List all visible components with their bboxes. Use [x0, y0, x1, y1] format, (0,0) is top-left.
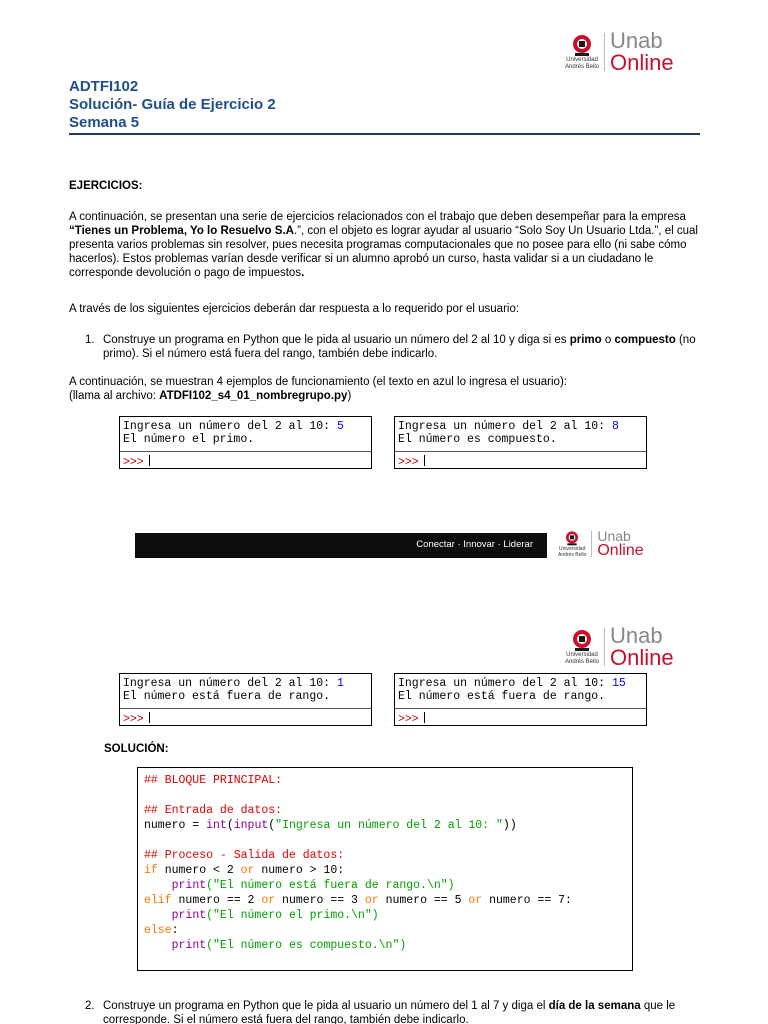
- solution-code: ## BLOQUE PRINCIPAL: ## Entrada de datos: numero = int(input("Ingresa un número del 2 al 10: ")) ## Proceso - Salida de datos: if numero < 2 or numero > 10: print("El número está fuera de rango.\n") elif numero == 2 or numero == 3 or numero == 5 or numero == 7: print("El número el primo.\n") else: print("El número es compuesto.\n"): [137, 767, 633, 971]
- file-name: ATDFI102_s4_01_nombregrupo.py: [159, 390, 348, 402]
- text-cursor: [424, 712, 425, 723]
- user-input: 1: [336, 677, 344, 690]
- exercise-number: 1.: [85, 334, 95, 346]
- document-subtitle: Solución- Guía de Ejercicio 2: [69, 96, 276, 113]
- header-rule: [69, 133, 700, 135]
- user-input: 15: [611, 677, 626, 690]
- emblem-icon: [569, 628, 595, 652]
- footer-slogan: Conectar · Innovar · Liderar: [416, 539, 533, 550]
- exercise-number: 2.: [85, 1000, 95, 1012]
- text-cursor: [149, 455, 150, 466]
- document-title: [69, 78, 276, 132]
- console-example-2: Ingresa un número del 2 al 10: 8 El número es compuesto. >>>: [394, 416, 647, 469]
- console-example-4: Ingresa un número del 2 al 10: 15 El número está fuera de rango. >>>: [394, 673, 647, 726]
- text-cursor: [424, 455, 425, 466]
- console-example-1: Ingresa un número del 2 al 10: 5 El número el primo. >>>: [119, 416, 372, 469]
- exercise-text: Construye un programa en Python que le pida al usuario un número del 1 al 7 y diga el día de la semana que le corresponde. Si el número está fuera del rango, también debe indicarlo.: [103, 1000, 676, 1024]
- intro-paragraph: A continuación, se presentan una serie de ejercicios relacionados con el trabajo que deben desempeñar para la empresa “Tienes un Problema, Yo lo Resuelvo S.A.”, con el objeto es lograr ayudar al usuario “Solo Soy Un Usuario Ltda.”, el cual presenta varios problemas sin resolver, pues necesita programas computacionales que no posee para ello (ni sabe cómo hacerlos). Estos problemas varían desde verificar si un alumno aprobó un curso, hasta validar si a un ciudadano le corresponde devolución o pago de impuestos.: [69, 211, 698, 279]
- course-code: ADTFI102: [69, 78, 139, 95]
- university-name: Universidad Andrés Bello: [565, 57, 600, 70]
- footer-logo: Universidad Andrés Bello Unab Online: [558, 528, 644, 559]
- exercise-2: [85, 999, 702, 1024]
- user-input: 5: [336, 420, 344, 433]
- text-cursor: [149, 712, 150, 723]
- logo-divider: [604, 33, 605, 71]
- unab-online-logo-page2: Universidad Andrés Bello Unab Online: [565, 623, 674, 670]
- emblem-icon: [569, 33, 595, 57]
- exercise-text: Construye un programa en Python que le pida al usuario un número del 2 al 10 y diga si es primo o compuesto (no primo). Si el número está fuera del rango, también debe indicarlo.: [103, 334, 696, 360]
- company-name: “Tienes un Problema, Yo lo Resuelvo S.A: [69, 225, 294, 237]
- exercise-1: [85, 333, 702, 361]
- instructions-paragraph: A través de los siguientes ejercicios deberán dar respuesta a lo requerido por el usuario:: [69, 303, 520, 315]
- console-example-3: Ingresa un número del 2 al 10: 1 El número está fuera de rango. >>>: [119, 673, 372, 726]
- user-input: 8: [611, 420, 619, 433]
- footer-band: [135, 533, 547, 558]
- logo-online: Online: [610, 50, 674, 75]
- university-emblem: [565, 33, 599, 71]
- unab-online-logo: [565, 30, 674, 74]
- logo-unab: Unab: [610, 28, 663, 53]
- week-label: Semana 5: [69, 114, 140, 131]
- solution-heading: SOLUCIÓN:: [104, 743, 169, 755]
- emblem-icon: [563, 530, 581, 546]
- examples-intro: A continuación, se muestran 4 ejemplos de funcionamiento (el texto en azul lo ingresa el usuario): (llama al archivo: ATDFI102_s4_01_nombregrupo.py): [69, 376, 567, 402]
- section-heading: EJERCICIOS:: [69, 180, 143, 192]
